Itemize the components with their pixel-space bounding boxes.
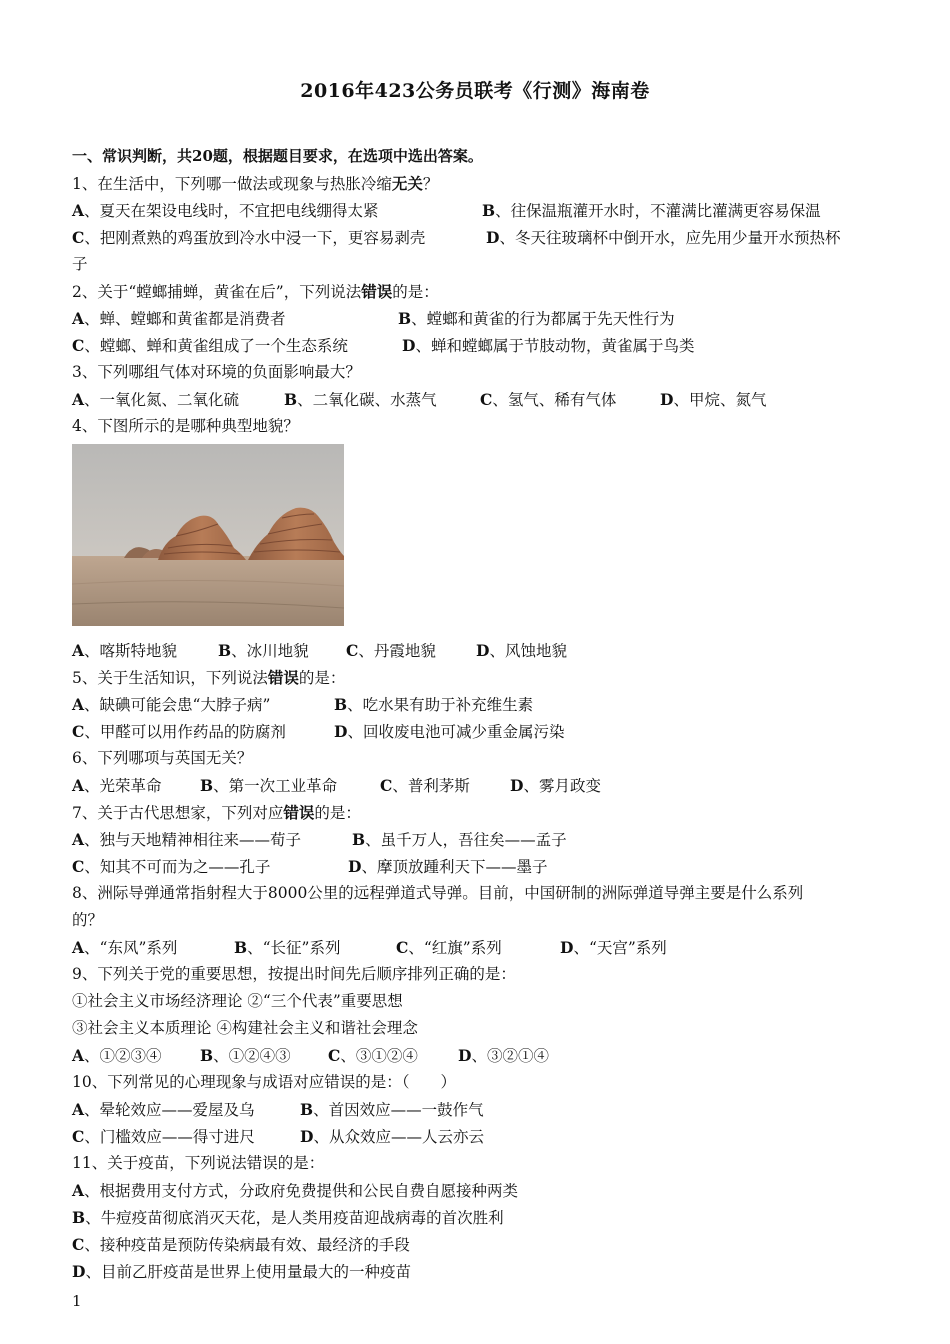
option-row [72, 718, 878, 745]
option-row [72, 332, 878, 359]
option-row [72, 386, 878, 413]
option-c: C、接种疫苗是预防传染病最有效、最经济的手段 [72, 1235, 410, 1254]
option-c: C、普利茅斯 [380, 776, 470, 795]
option-c: C、门槛效应——得寸进尺 [72, 1127, 255, 1146]
option-b: B、首因效应——一鼓作气 [300, 1100, 484, 1119]
option-d: D、冬天往玻璃杯中倒开水，应先用少量开水预热杯 [486, 228, 841, 247]
option-row [72, 305, 878, 332]
option-c: C、把刚煮熟的鸡蛋放到冷水中浸一下，更容易剥壳 [72, 228, 426, 247]
option-b: B、螳螂和黄雀的行为都属于先天性行为 [398, 309, 675, 328]
option-row [72, 691, 878, 718]
question-stem: 5、关于生活知识，下列说法错误的是： [72, 668, 346, 687]
option-d: D、风蚀地貌 [476, 641, 567, 660]
option-c: C、丹霞地貌 [346, 641, 436, 660]
option-c: C、“红旗”系列 [396, 938, 502, 957]
question-stem: 10、下列常见的心理现象与成语对应错误的是：（ ） [72, 1073, 456, 1091]
option-c: C、③①②④ [328, 1046, 418, 1065]
option-b: B、往保温瓶灌开水时，不灌满比灌满更容易保温 [482, 201, 821, 220]
option-b: B、第一次工业革命 [200, 776, 338, 795]
option-a: A、独与天地精神相往来——荀子 [72, 830, 302, 849]
document-title: 2016年423公务员联考《行测》海南卷 [300, 80, 650, 102]
option-a: A、①②③④ [72, 1046, 162, 1065]
option-row [72, 1096, 878, 1123]
option-d: D、目前乙肝疫苗是世界上使用量最大的一种疫苗 [72, 1262, 411, 1281]
option-a: A、喀斯特地貌 [72, 641, 178, 660]
question-stem: 8、洲际导弹通常指射程大于8000公里的远程弹道式导弹。目前，中国研制的洲际弹道导弹主要是什么系列 [72, 884, 804, 902]
question-list [72, 143, 878, 1285]
option-a: A、夏天在架设电线时，不宜把电线绷得太紧 [72, 201, 379, 220]
option-row [72, 1042, 878, 1069]
option-b: B、二氧化碳、水蒸气 [284, 390, 437, 409]
option-a: A、“东风”系列 [72, 938, 178, 957]
option-d: D、蝉和螳螂属于节肢动物，黄雀属于鸟类 [402, 336, 695, 355]
option-row [72, 853, 878, 880]
option-a: A、蝉、螳螂和黄雀都是消费者 [72, 309, 286, 328]
question-stem: 9、下列关于党的重要思想，按提出时间先后顺序排列正确的是： [72, 965, 516, 983]
list-item: ③社会主义本质理论 ④构建社会主义和谐社会理念 [72, 1019, 418, 1037]
question-stem: 1、在生活中，下列哪一做法或现象与热胀冷缩无关？ [72, 174, 439, 193]
option-b: B、虽千万人，吾往矣——孟子 [352, 830, 567, 849]
option-b: B、“长征”系列 [234, 938, 341, 957]
option-c: C、氢气、稀有气体 [480, 390, 617, 409]
option-continuation: 子 [72, 255, 88, 273]
option-row [72, 197, 878, 224]
option-d: D、雾月政变 [510, 776, 601, 795]
question-stem: 2、关于“螳螂捕蝉，黄雀在后”，下列说法错误的是： [72, 282, 439, 301]
option-d: D、③②①④ [458, 1046, 549, 1065]
option-a: A、晕轮效应——爱屋及乌 [72, 1100, 255, 1119]
option-d: D、回收废电池可减少重金属污染 [334, 722, 565, 741]
option-b: B、牛痘疫苗彻底消灭天花，是人类用疫苗迎战病毒的首次胜利 [72, 1208, 504, 1227]
list-item: ①社会主义市场经济理论 ②“三个代表”重要思想 [72, 992, 403, 1010]
option-d: D、从众效应——人云亦云 [300, 1127, 484, 1146]
option-row [72, 772, 878, 799]
option-a: A、光荣革命 [72, 776, 162, 795]
landform-photo-wrap [72, 440, 878, 637]
page-number: 1 [72, 1292, 82, 1310]
option-d: D、甲烷、氮气 [660, 390, 767, 409]
option-c: C、甲醛可以用作药品的防腐剂 [72, 722, 286, 741]
option-a: A、一氧化氮、二氧化硫 [72, 390, 240, 409]
option-b: B、吃水果有助于补充维生素 [334, 695, 534, 714]
option-b: B、①②④③ [200, 1046, 291, 1065]
option-a: A、根据费用支付方式，分政府免费提供和公民自费自愿接种两类 [72, 1181, 519, 1200]
question-stem: 11、关于疫苗，下列说法错误的是： [72, 1154, 325, 1172]
question-stem: 3、下列哪组气体对环境的负面影响最大？ [72, 363, 361, 381]
yardang-landform-photo [72, 444, 344, 626]
option-row [72, 1123, 878, 1150]
option-row [72, 224, 878, 251]
option-d: D、摩顶放踵利天下——墨子 [348, 857, 548, 876]
option-c: C、螳螂、蝉和黄雀组成了一个生态系统 [72, 336, 348, 355]
option-row [72, 826, 878, 853]
question-stem: 4、下图所示的是哪种典型地貌？ [72, 417, 299, 435]
question-stem: 6、下列哪项与英国无关？ [72, 749, 253, 767]
section-heading: 一、常识判断，共20题，根据题目要求，在选项中选出答案。 [72, 147, 483, 165]
option-a: A、缺碘可能会患“大脖子病” [72, 695, 271, 714]
option-b: B、冰川地貌 [218, 641, 309, 660]
question-stem: 7、关于古代思想家，下列对应错误的是： [72, 803, 361, 822]
option-c: C、知其不可而为之——孔子 [72, 857, 271, 876]
option-d: D、“天宫”系列 [560, 938, 667, 957]
question-stem-continuation: 的？ [72, 911, 104, 929]
option-row [72, 934, 878, 961]
option-row [72, 637, 878, 664]
